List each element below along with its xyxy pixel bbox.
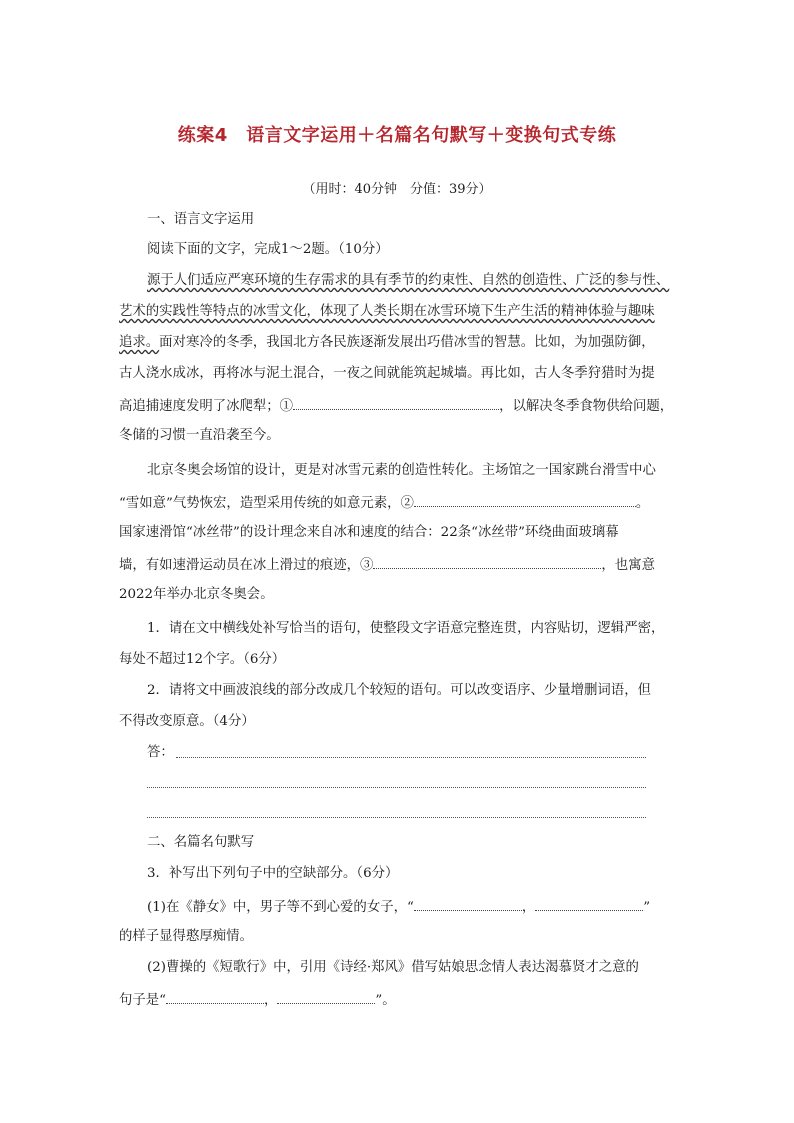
question-2-text: 2．请将文中画波浪线的部分改成几个较短的语句。可以改变语序、少量增删词语，但: [147, 683, 651, 698]
passage-line: [119, 333, 655, 353]
passage-line: [119, 302, 655, 322]
passage-line: [119, 492, 649, 514]
answer-line[interactable]: [176, 757, 646, 758]
wavy-underlined-text: 追求。: [119, 335, 160, 350]
page-title: 练案4 语言文字运用＋名篇名句默写＋变换句式专练: [177, 125, 617, 146]
passage-text: 面对寒冷的冬季，我国北方各民族逐渐发展出巧借冰雪的智慧。比如，为加强防御，: [159, 335, 655, 350]
passage-line: 国家速滑馆“冰丝带”的设计理念来自冰和速度的结合：22条“冰丝带”环绕曲面玻璃幕: [119, 525, 619, 540]
wavy-underlined-text: 艺术的实践性等特点的冰雪文化，体现了人类长期在冰雪环境下生产生活的精神体验与趣味: [119, 304, 655, 319]
question-1-text: 1．请在文中横线处补写恰当的语句，使整段文字语意完整连贯，内容贴切，逻辑严密，: [147, 621, 665, 636]
blank-q3-2a[interactable]: [166, 989, 264, 1004]
passage-text: ，以解决冬季食物供给问题，: [499, 399, 674, 414]
answer-line[interactable]: [147, 817, 646, 818]
question-text: (1)在《静女》中，男子等不到心爱的女子，“: [147, 900, 414, 915]
passage-line: [147, 271, 669, 291]
section2-heading: 二、名篇名句默写: [147, 835, 255, 850]
section1-heading: 一、语言文字运用: [147, 212, 255, 227]
question-3-1-tail: 的样子显得憨厚痴情。: [119, 929, 253, 944]
time-score-info: （用时：40分钟 分值：39分）: [302, 182, 492, 197]
question-3-2-answer: [119, 989, 396, 1011]
blank-q3-1b[interactable]: [535, 896, 643, 911]
answer-line[interactable]: [147, 787, 646, 788]
blank-1[interactable]: [293, 395, 499, 410]
passage-text: 。: [635, 496, 650, 511]
blank-q3-1a[interactable]: [414, 896, 522, 911]
question-2-text: 不得改变原意。（4分）: [119, 714, 255, 729]
passage-text: ，也寓意: [601, 558, 655, 573]
answer-label: 答：: [147, 745, 174, 760]
question-1-text: 每处不超过12个字。（6分）: [119, 652, 286, 667]
blank-2[interactable]: [414, 492, 636, 507]
passage-line: 2022年举办北京冬奥会。: [119, 587, 274, 602]
passage-line: [119, 554, 655, 576]
passage-text: 墙，有如速滑运动员在冰上滑过的痕迹，③: [119, 558, 374, 573]
question-3-text: 3．补写出下列句子中的空缺部分。（6分）: [147, 866, 399, 881]
question-3-1: [147, 896, 650, 918]
passage-text: 高追捕速度发明了冰爬犁；①: [119, 399, 294, 414]
wavy-underlined-text: 源于人们适应严寒环境的生存需求的具有季节的约束性、自然的创造性、广泛的参与性、: [147, 273, 670, 288]
passage-text: “雪如意”气势恢宏，造型采用传统的如意元素，②: [119, 496, 414, 511]
question-text: ，: [264, 993, 278, 1008]
question-text: ”: [643, 900, 651, 915]
blank-3[interactable]: [373, 554, 601, 569]
question-text: ”。: [375, 993, 396, 1008]
blank-q3-2b[interactable]: [277, 989, 375, 1004]
question-text: 句子是“: [119, 993, 167, 1008]
question-3-2: (2)曹操的《短歌行》中，引用《诗经·郑风》借写姑娘思念情人表达渴慕贤才之意的: [147, 960, 639, 975]
passage-line: 古人浇水成冰，再将冰与泥土混合，一夜之间就能筑起城墙。再比如，古人冬季狩猎时为提: [119, 366, 655, 381]
question-text: ，: [521, 900, 536, 915]
reading-instruction: 阅读下面的文字，完成1～2题。（10分）: [147, 242, 389, 257]
passage-line: 冬储的习惯一直沿袭至今。: [119, 428, 280, 443]
passage-line: [119, 395, 673, 417]
passage-line: 北京冬奥会场馆的设计，更是对冰雪元素的创造性转化。主场馆之一国家跳台滑雪中心: [147, 463, 656, 478]
